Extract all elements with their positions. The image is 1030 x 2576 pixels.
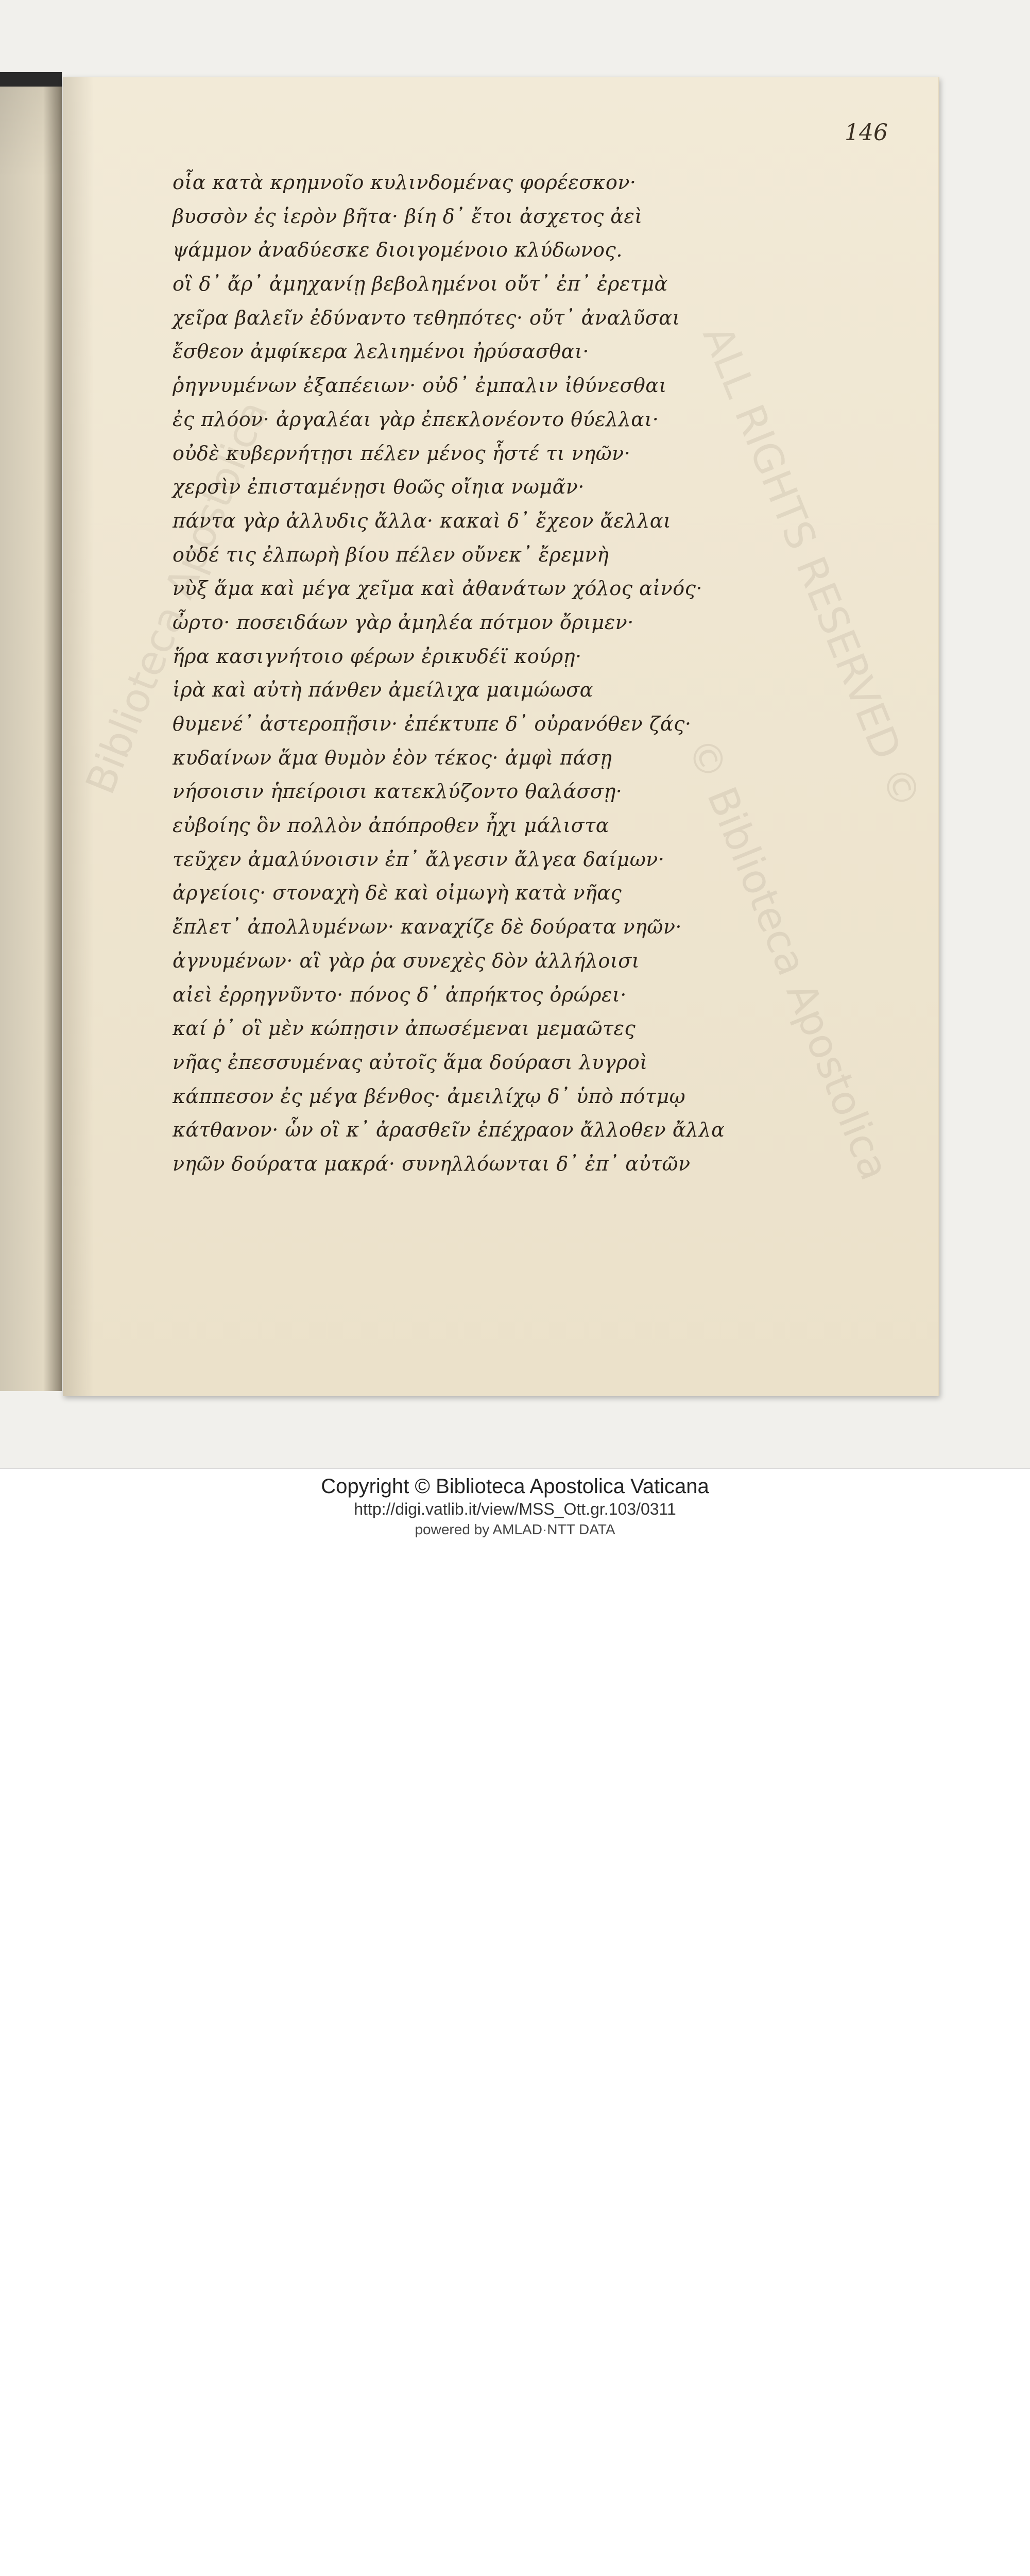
manuscript-line: ἀγνυμένων· αἳ γὰρ ῥα συνεχὲς δὸν ἀλλήλοισι bbox=[173, 949, 640, 972]
manuscript-line: πάντα γὰρ ἀλλυδις ἄλλα· κακαὶ δ᾽ ἔχεον ἄελλαι bbox=[173, 509, 672, 532]
binding-strip bbox=[0, 72, 62, 87]
manuscript-line: θυμενέ᾽ ἀστεροπῇσιν· ἐπέκτυπε δ᾽ οὐρανόθεν ζάς· bbox=[173, 713, 692, 735]
manuscript-line: χεῖρα βαλεῖν ἐδύναντο τεθηπότες· οὔτ᾽ ἀναλῦσαι bbox=[173, 306, 680, 329]
manuscript-line: νήσοισιν ἡπείροισι κατεκλύζοντο θαλάσσῃ· bbox=[173, 780, 623, 803]
manuscript-line: οἷα κατὰ κρημνοῖο κυλινδομένας φορέεσκον· bbox=[173, 171, 637, 194]
manuscript-line: ἔπλετ᾽ ἀπολλυμένων· καναχίζε δὲ δούρατα νηῶν· bbox=[173, 916, 682, 939]
manuscript-line: ῥηγνυμένων ἐξαπέειων· οὐδ᾽ ἐμπαλιν ἰθύνεσθαι bbox=[173, 374, 667, 397]
manuscript-line: νηῶν δούρατα μακρά· συνηλλόωνται δ᾽ ἐπ᾽ αὐτῶν bbox=[173, 1152, 691, 1175]
powered-by-text: powered by AMLAD·NTT DATA bbox=[415, 1521, 615, 1537]
manuscript-line: καί ῥ᾽ οἳ μὲν κώπῃσιν ἀπωσέμεναι μεμαῶτες bbox=[173, 1017, 636, 1040]
image-url-link[interactable]: http://digi.vatlib.it/view/MSS_Ott.gr.103/0311 bbox=[354, 1500, 676, 1518]
manuscript-line: τεῦχεν ἀμαλύνοισιν ἐπ᾽ ἄλγεσιν ἄλγεα δαίμων· bbox=[173, 848, 665, 871]
manuscript-line: ἔσθεον ἀμφίκερα λελιημένοι ἠρύσασθαι· bbox=[173, 340, 589, 363]
manuscript-line: χερσὶν ἐπισταμένῃσι θοῶς οἴηια νωμᾶν· bbox=[173, 476, 585, 499]
manuscript-line: βυσσὸν ἐς ἱερὸν βῆτα· βίη δ᾽ ἔτοι ἀσχετος ἀεὶ bbox=[173, 205, 643, 228]
leaf-shadow bbox=[0, 72, 62, 1391]
manuscript-line: αἰεὶ ἐρρηγνῦντο· πόνος δ᾽ ἀπρήκτος ὀρώρει· bbox=[173, 983, 627, 1006]
folio-number: 146 bbox=[845, 120, 888, 146]
manuscript-line: ὦρτο· ποσειδάων γὰρ ἀμηλέα πότμον ὄριμεν· bbox=[173, 611, 634, 634]
manuscript-line: κάππεσον ἐς μέγα βένθος· ἀμειλίχῳ δ᾽ ὑπὸ πότμῳ bbox=[173, 1084, 686, 1108]
manuscript-line: ἐς πλόον· ἀργαλέαι γὰρ ἐπεκλονέοντο θύελλαι· bbox=[173, 408, 659, 431]
manuscript-line: κάτθανον· ὧν οἳ κ᾽ ἀρασθεῖν ἐπέχραον ἄλλοθεν ἄλλα bbox=[173, 1118, 725, 1142]
manuscript-line: εὐβοίης ὃν πολλὸν ἀπόπροθεν ἦχι μάλιστα bbox=[173, 814, 609, 837]
manuscript-line: ἀργείοις· στοναχὴ δὲ καὶ οἰμωγὴ κατὰ νῆας bbox=[173, 882, 622, 905]
manuscript-text-block bbox=[173, 166, 791, 1181]
manuscript-line: κυδαίνων ἅμα θυμὸν ἐὸν τέκος· ἀμφὶ πάσῃ bbox=[173, 746, 612, 769]
copyright-footer bbox=[0, 1468, 1030, 1540]
manuscript-line: οὐδέ τις ἐλπωρὴ βίου πέλεν οὔνεκ᾽ ἔρεμνὴ bbox=[173, 543, 609, 566]
previous-leaf-edge bbox=[0, 72, 62, 1391]
manuscript-line: ἥρα κασιγνήτοιο φέρων ἐρικυδέϊ κούρῃ· bbox=[173, 645, 582, 668]
manuscript-line: οὐδὲ κυβερνήτῃσι πέλεν μένος ἧστέ τι νηῶν· bbox=[173, 442, 631, 465]
manuscript-line: νῆας ἐπεσσυμένας αὐτοῖς ἅμα δούρασι λυγροὶ bbox=[173, 1050, 648, 1074]
manuscript-line: ψάμμον ἀναδύεσκε διοιγομένοιο κλύδωνος. bbox=[173, 239, 623, 262]
copyright-text: Copyright © Biblioteca Apostolica Vaticana bbox=[321, 1475, 709, 1498]
manuscript-line: ἱρὰ καὶ αὐτὴ πάνθεν ἀμείλιχα μαιμώωσα bbox=[173, 679, 593, 702]
manuscript-line: οἳ δ᾽ ἄρ᾽ ἀμηχανίῃ βεβολημένοι οὔτ᾽ ἐπ᾽ ἐρετμὰ bbox=[173, 273, 668, 296]
manuscript-line: νὺξ ἅμα καὶ μέγα χεῖμα καὶ ἀθανάτων χόλος αἰνός· bbox=[173, 577, 702, 600]
